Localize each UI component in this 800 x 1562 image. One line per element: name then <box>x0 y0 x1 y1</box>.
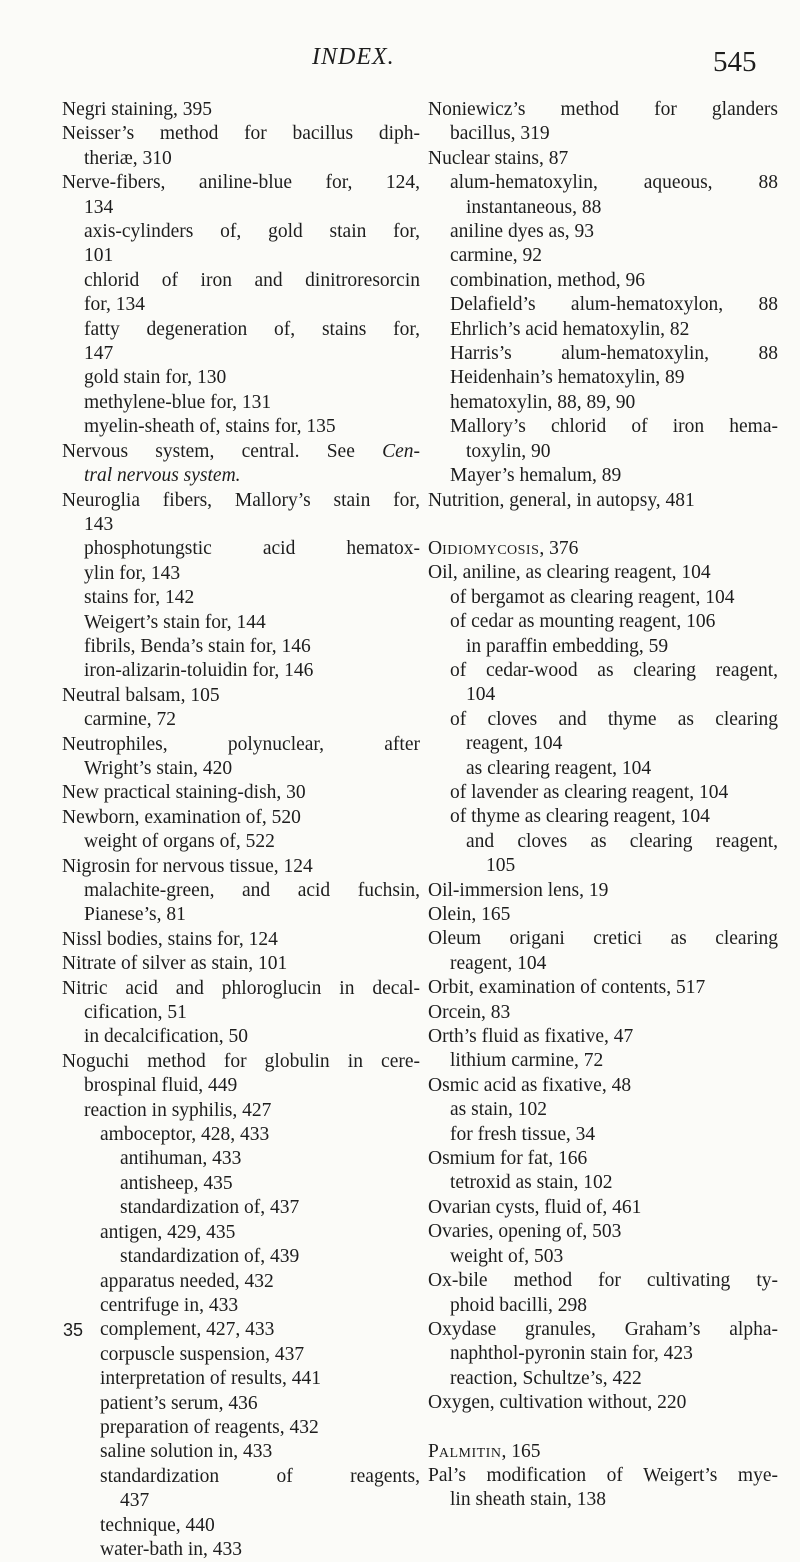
index-entry-line: for fresh tissue, 34 <box>450 1123 596 1145</box>
index-entry-line: carmine, 72 <box>84 709 177 731</box>
index-entry-line: carmine, 92 <box>450 245 543 267</box>
index-entry-line: Oidiomycosis, 376 <box>428 537 579 559</box>
index-entry-line: in decalcification, 50 <box>84 1026 249 1048</box>
index-entry-line: 104 <box>466 684 496 706</box>
index-entry-line: Neuroglia fibers, Mallory’s stain for, <box>62 489 420 511</box>
index-entry-line: standardization of, 437 <box>120 1197 300 1219</box>
index-entry-line: hematoxylin, 88, 89, 90 <box>450 391 636 413</box>
index-entry-line: reagent, 104 <box>450 952 547 974</box>
index-entry-line: Ovarian cysts, fluid of, 461 <box>428 1196 642 1218</box>
index-entry-line: antigen, 429, 435 <box>100 1221 236 1243</box>
index-entry-line: New practical staining-dish, 30 <box>62 782 306 804</box>
index-entry-line: cification, 51 <box>84 1002 187 1024</box>
index-entry-line: standardization of, 439 <box>120 1246 300 1268</box>
index-entry-line: 143 <box>84 513 114 535</box>
index-entry-line: Pianese’s, 81 <box>84 904 186 926</box>
index-entry-line: Noguchi method for globulin in cere- <box>62 1050 420 1072</box>
page-number: 545 <box>713 46 757 78</box>
index-entry-line: Ehrlich’s acid hematoxylin, 82 <box>450 318 690 340</box>
index-entry-line: alum-hematoxylin, aqueous, 88 <box>450 172 778 194</box>
index-entry-line: toxylin, 90 <box>466 440 551 462</box>
index-entry-line: Nissl bodies, stains for, 124 <box>62 928 278 950</box>
index-entry-line: of cloves and thyme as clearing <box>450 708 778 730</box>
index-entry-line: complement, 427, 433 <box>100 1319 275 1341</box>
index-entry-line: fibrils, Benda’s stain for, 146 <box>84 635 311 657</box>
index-entry-line: of cedar-wood as clearing reagent, <box>450 659 778 681</box>
index-entry-line: Nigrosin for nervous tissue, 124 <box>62 855 313 877</box>
index-entry-line: ylin for, 143 <box>84 562 181 584</box>
index-entry-line: Osmic acid as fixative, 48 <box>428 1074 632 1096</box>
index-entry-line: Newborn, examination of, 520 <box>62 806 301 828</box>
index-entry-line: Osmium for fat, 166 <box>428 1148 588 1170</box>
index-entry-line: Oil, aniline, as clearing reagent, 104 <box>428 562 711 584</box>
index-entry-line: Ox-bile method for cultivating ty- <box>428 1270 778 1292</box>
index-entry-line: axis-cylinders of, gold stain for, <box>84 221 420 243</box>
index-entry-line: interpretation of results, 441 <box>100 1368 321 1390</box>
index-entry-line: weight of, 503 <box>450 1245 564 1267</box>
index-entry-line: Orbit, examination of contents, 517 <box>428 977 706 999</box>
index-entry-line: Neutral balsam, 105 <box>62 684 220 706</box>
index-entry-line: Neutrophiles, polynuclear, after <box>62 733 420 755</box>
index-entry-line: lithium carmine, 72 <box>450 1050 604 1072</box>
index-entry-line: Weigert’s stain for, 144 <box>84 611 266 633</box>
index-entry-line: tetroxid as stain, 102 <box>450 1172 613 1194</box>
index-entry-line: Heidenhain’s hematoxylin, 89 <box>450 367 685 389</box>
index-entry-line: Ovaries, opening of, 503 <box>428 1221 622 1243</box>
page-title: INDEX. <box>312 44 395 70</box>
index-entry-line: Oil-immersion lens, 19 <box>428 879 609 901</box>
index-entry-line: Oleum origani cretici as clearing <box>428 928 778 950</box>
index-entry-line: in paraffin embedding, 59 <box>466 635 669 657</box>
signature-mark: 35 <box>63 1320 84 1340</box>
index-entry-line: Oxygen, cultivation without, 220 <box>428 1392 687 1414</box>
index-column-left <box>62 98 420 1562</box>
index-entry-line: Wright’s stain, 420 <box>84 757 233 779</box>
index-entry-line: brospinal fluid, 449 <box>84 1075 238 1097</box>
index-entry-line: combination, method, 96 <box>450 269 645 291</box>
index-entry-line: aniline dyes as, 93 <box>450 221 595 243</box>
index-entry-line: Nuclear stains, 87 <box>428 147 569 169</box>
index-entry-line: preparation of reagents, 432 <box>100 1416 319 1438</box>
index-entry-line: 134 <box>84 196 114 218</box>
index-entry-line: methylene-blue for, 131 <box>84 391 272 413</box>
index-entry-line: antisheep, 435 <box>120 1172 233 1194</box>
index-entry-line: reagent, 104 <box>466 733 563 755</box>
index-entry-line: saline solution in, 433 <box>100 1441 273 1463</box>
index-entry-line: water-bath in, 433 <box>100 1538 243 1560</box>
index-entry-line: Palmitin, 165 <box>428 1440 541 1462</box>
index-entry-line: Nitric acid and phloroglucin in decal- <box>62 977 420 999</box>
index-entry-line: of bergamot as clearing reagent, 104 <box>450 586 735 608</box>
running-header <box>0 44 800 84</box>
index-entry-line: Orcein, 83 <box>428 1001 511 1023</box>
index-entry-line: Olein, 165 <box>428 904 511 925</box>
index-entry-line: bacillus, 319 <box>450 123 550 145</box>
index-entry-line: Nervous system, central. See Cen- <box>62 440 420 462</box>
index-entry-line: of cedar as mounting reagent, 106 <box>450 611 716 633</box>
index-entry-line: reaction, Schultze’s, 422 <box>450 1367 642 1389</box>
index-entry-line: reaction in syphilis, 427 <box>84 1099 272 1121</box>
index-entry-line: Nerve-fibers, aniline-blue for, 124, <box>62 172 420 194</box>
index-entry-line: 101 <box>84 245 114 267</box>
index-entry-line: corpuscle suspension, 437 <box>100 1343 305 1365</box>
index-entry-line: and cloves as clearing reagent, <box>466 830 778 852</box>
index-entry-line: weight of organs of, 522 <box>84 831 275 853</box>
index-entry-line: Mallory’s chlorid of iron hema- <box>450 416 778 438</box>
index-entry-line: chlorid of iron and dinitroresorcin <box>84 269 420 291</box>
index-entry-line: as clearing reagent, 104 <box>466 757 652 779</box>
index-entry-line: gold stain for, 130 <box>84 367 227 389</box>
index-entry-line: Harris’s alum-hematoxylin, 88 <box>450 343 778 365</box>
index-entry-line: fatty degeneration of, stains for, <box>84 318 420 340</box>
index-entry-line: stains for, 142 <box>84 587 195 609</box>
index-entry-line: amboceptor, 428, 433 <box>100 1124 270 1146</box>
index-entry-line: iron-alizarin-toluidin for, 146 <box>84 660 314 682</box>
index-entry-line: for, 134 <box>84 294 145 316</box>
index-entry-line: technique, 440 <box>100 1514 215 1536</box>
index-entry-line: Mayer’s hemalum, 89 <box>450 465 622 487</box>
index-entry-line: standardization of reagents, <box>100 1465 420 1487</box>
index-entry-line: patient’s serum, 436 <box>100 1392 258 1414</box>
index-entry-line: Orth’s fluid as fixative, 47 <box>428 1026 634 1048</box>
index-entry-line: Delafield’s alum-hematoxylon, 88 <box>450 294 778 316</box>
index-entry-line: antihuman, 433 <box>120 1148 242 1170</box>
index-entry-line: myelin-sheath of, stains for, 135 <box>84 416 336 438</box>
index-entry-line: as stain, 102 <box>450 1099 547 1121</box>
index-entry-line: malachite-green, and acid fuchsin, <box>84 880 420 901</box>
index-entry-line: of thyme as clearing reagent, 104 <box>450 806 710 828</box>
index-entry-line: instantaneous, 88 <box>466 196 602 218</box>
index-entry-line: centrifuge in, 433 <box>100 1294 239 1316</box>
index-entry-line: Noniewicz’s method for glanders <box>428 99 778 120</box>
index-entry-line: 437 <box>120 1490 150 1512</box>
index-entry-line: Nutrition, general, in autopsy, 481 <box>428 489 695 511</box>
index-entry-line: theriæ, 310 <box>84 147 172 169</box>
index-entry-line: naphthol-pyronin stain for, 423 <box>450 1343 693 1365</box>
index-entry-line: Oxydase granules, Graham’s alpha- <box>428 1318 778 1340</box>
index-column-right <box>428 98 778 1513</box>
index-entry-line: phoid bacilli, 298 <box>450 1294 588 1316</box>
index-entry-line: Pal’s modification of Weigert’s mye- <box>428 1464 778 1486</box>
index-entry-line: 147 <box>84 343 114 365</box>
index-entry-line: of lavender as clearing reagent, 104 <box>450 781 729 803</box>
index-entry-line: Nitrate of silver as stain, 101 <box>62 953 288 975</box>
index-entry-line: lin sheath stain, 138 <box>450 1489 606 1511</box>
index-entry-line: Neisser’s method for bacillus diph- <box>62 123 420 145</box>
index-entry-line: Negri staining, 395 <box>62 99 213 120</box>
index-entry-line: tral nervous system. <box>84 465 241 487</box>
index-entry-line: phosphotungstic acid hematox- <box>84 538 420 560</box>
index-entry-line: apparatus needed, 432 <box>100 1270 274 1292</box>
index-entry-line: 105 <box>486 855 516 877</box>
